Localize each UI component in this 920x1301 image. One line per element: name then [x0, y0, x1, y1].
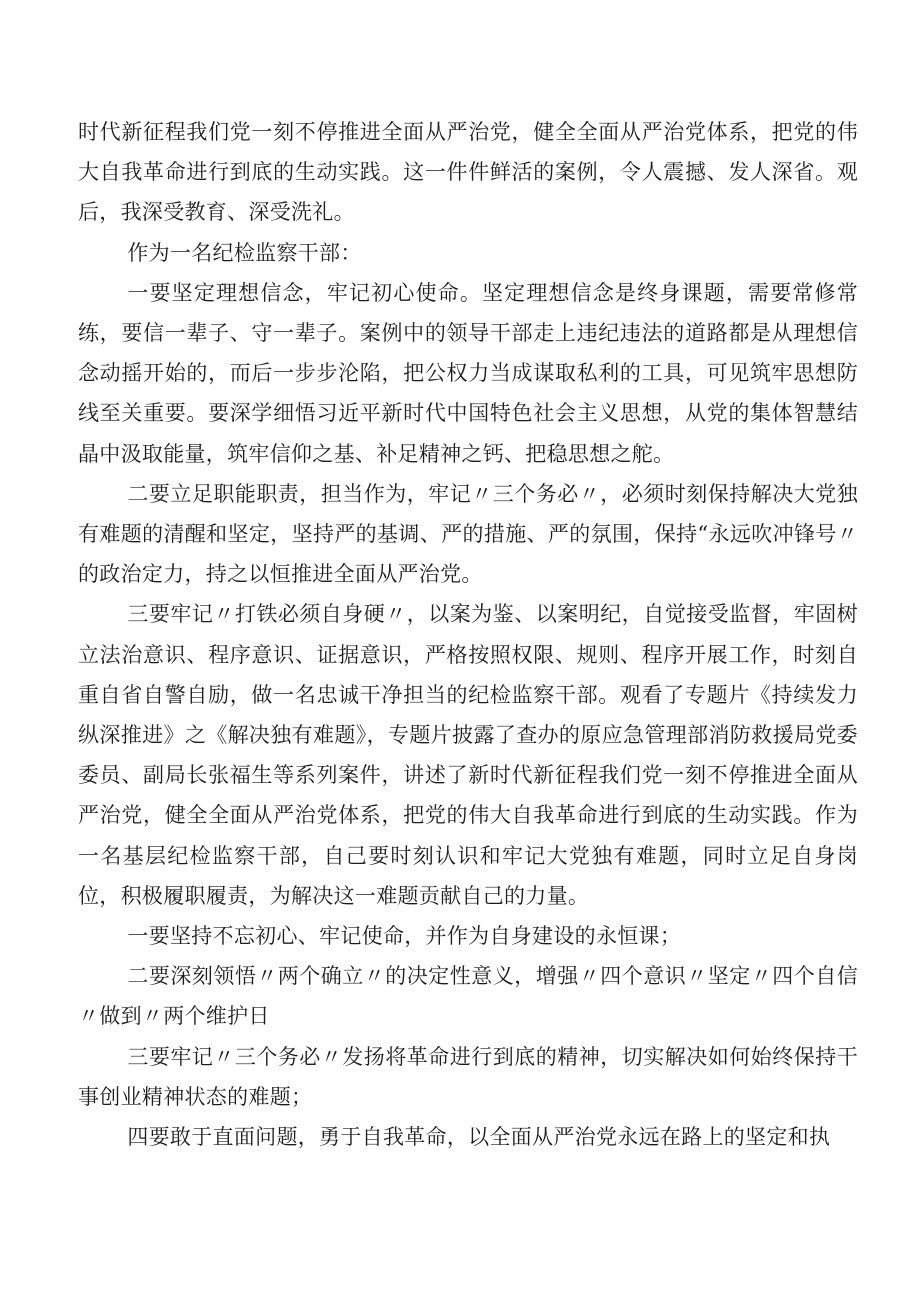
- paragraph-item-1: 一要坚持不忘初心、牢记使命，并作为自身建设的永恒课；: [127, 924, 682, 949]
- paragraph-item-2: 二要深刻领悟〃两个确立〃的决定性意义，增强〃四个意识〃坚定〃四个自信〃做到〃两个维护日: [78, 964, 858, 1029]
- paragraph-intro: 作为一名纪检监察干部：: [127, 240, 362, 265]
- paragraph-item-3: 三要牢记〃三个务必〃发扬将革命进行到底的精神，切实解决如何始终保持干事创业精神状态的难题；: [78, 1044, 858, 1109]
- paragraph-item-4: 四要敢于直面问题，勇于自我革命，以全面从严治党永远在路上的坚定和执: [127, 1125, 831, 1150]
- paragraph-point-1: 一要坚定理想信念，牢记初心使命。坚定理想信念是终身课题，需要常修常练，要信一辈子、守一辈子。案例中的领导干部走上违纪违法的道路都是从理想信念动摇开始的，而后一步步沦陷，把公权力当成谋取私利的工具，可见筑牢思想防线至关重要。要深学细悟习近平新时代中国特色社会主义思想，从党的集体智慧结晶中汲取能量，筑牢信仰之基、补足精神之钙、把稳思想之舵。: [78, 280, 858, 466]
- paragraph-point-3: 三要牢记〃打铁必须自身硬〃，以案为鉴、以案明纪，自觉接受监督，牢固树立法治意识、程序意识、证据意识，严格按照权限、规则、程序开展工作，时刻自重自省自警自励，做一名忠诚干净担当的纪检监察干部。观看了专题片《持续发力纵深推进》之《解决独有难题》，专题片披露了查办的原应急管理部消防救援局党委委员、副局长张福生等系列案件，讲述了新时代新征程我们党一刻不停推进全面从严治党，健全全面从严治党体系，把党的伟大自我革命进行到底的生动实践。作为一名基层纪检监察干部，自己要时刻认识和牢记大党独有难题，同时立足自身岗位，积极履职履责，为解决这一难题贡献自己的力量。: [78, 602, 858, 908]
- paragraph-point-2: 二要立足职能职责，担当作为，牢记〃三个务必〃，必须时刻保持解决大党独有难题的清醒和坚定，坚持严的基调、严的措施、严的氛围，保持“永远吹冲锋号〃的政治定力，持之以恒推进全面从严治党。: [78, 481, 858, 587]
- document-body: [78, 112, 858, 1157]
- paragraph-continuation: 时代新征程我们党一刻不停推进全面从严治党，健全全面从严治党体系，把党的伟大自我革命进行到底的生动实践。这一件件鲜活的案例，令人震撼、发人深省。观后，我深受教育、深受洗礼。: [78, 120, 858, 225]
